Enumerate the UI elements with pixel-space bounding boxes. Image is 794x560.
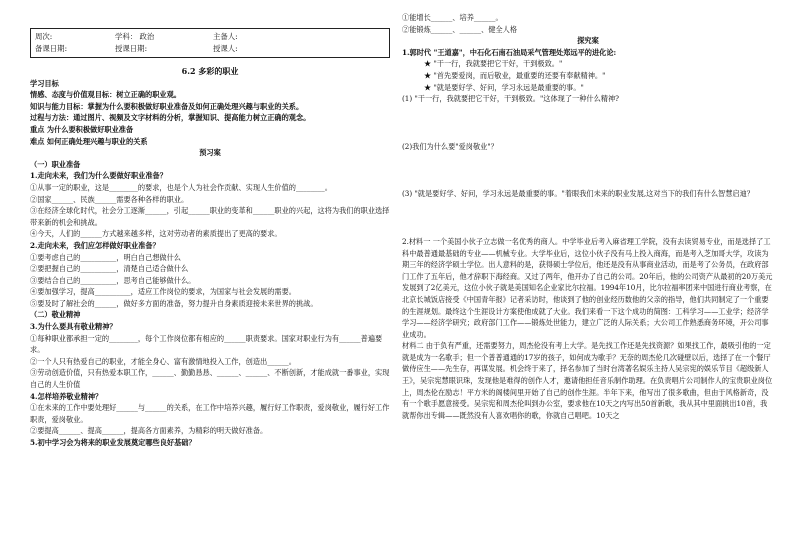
left-line: ③劳动创造价值，只有热爱本职工作，______、勤勤恳恳、______、______、不断创新，才能成就一番事业，实现自己的人生价值 <box>30 368 390 390</box>
quote-1: ★ "干一行，我就要把它干好，干到极致。" <box>424 59 563 69</box>
left-line: ⑤要及时了解社会的______，做好多方面的准备，努力提升自身素质迎接未来世界的挑战。 <box>30 298 318 308</box>
left-line: 2.走向未来，我们应怎样做好职业准备？ <box>30 240 160 250</box>
question-1-2: (2)我们为什么要"爱岗敬业"？ <box>402 141 498 151</box>
left-line: 情感、态度与价值观目标：树立正确的职业观。 <box>30 90 181 100</box>
fill-line: ①能增长______、培养______。 <box>402 13 503 22</box>
left-line: ①在未来的工作中要处理好______与______的关系，在工作中培养兴趣，履行好工作职责，爱岗敬业，履行好工作职责，爱岗敬业。 <box>30 403 390 424</box>
left-line: ①每种职业都承担一定的________，每个工作岗位都有相应的______职责要求。国家对职业行为有______普遍要求。 <box>30 333 383 355</box>
lesson-title: 6.2 多彩的职业 <box>181 66 239 76</box>
fill-line: ②能锻炼______、______、健全人格 <box>402 24 518 34</box>
quote-2: ★ "首先要爱岗，而后敬业，最重要的还要有奉献精神。" <box>424 70 606 80</box>
right-column <box>402 0 774 560</box>
left-line: ②要把握自己的__________，清楚自己适合做什么 <box>30 264 189 274</box>
left-line: （二）敬业精神 <box>30 310 81 320</box>
left-line: ④要加强学习，提高__________，适应工作岗位的要求，为国家与社会发展的需要。 <box>30 287 296 297</box>
question-1-1: (1) "干一行，我就要把它干好，干到极致。"这体现了一种什么精神? <box>402 94 619 104</box>
quote-3: ★ "就是要好学、好问，学习永远是最重要的事。" <box>424 82 584 92</box>
question-1: 1.郭时代 "王道嘉"，中石化石南石油局采气管理处郑远平的进化论: <box>402 47 617 57</box>
left-line: 重点 为什么要积极做好职业准备 <box>30 124 134 134</box>
left-line: 过程与方法：通过图片、视频及文字材料的分析，掌握知识、提高能力树立正确的观念。 <box>30 113 311 123</box>
left-line: ②要提高______、提高______，提高各方面素养，为精彩的明天做好准备。 <box>30 426 268 436</box>
left-line: ①从事一定的职业，这是________的要求，也是个人为社会作贡献、实现人生价值的________。 <box>30 182 332 192</box>
week-label: 周次: <box>35 32 53 41</box>
left-line: 难点 如何正确处理兴趣与职业的关系 <box>30 136 148 146</box>
left-line: ①要考虑自己的__________，明白自己想做什么 <box>30 252 181 262</box>
material-1: 2.材料一 一个美国小伙子立志做一名优秀的商人。中学毕业后考入麻省理工学院，没有去读贸易专业，而是选择了工科中最普通最基础的专业——机械专业。大学毕业后，这位小伙子没有马上投入商海，而是考入芝加哥大学，攻读为期三年的经济学硕士学位。出人意料的是，获得硕士学位后，他还是没有从事商业活动，而是考了公务员，在政府部门工作了五年后，他才辞职下海经商。又过了两年，他开办了自己的公司。20年后，他的公司资产从最初的20万美元发展到了2亿美元，这位小伙子就是美国知名企业家比尔拉福。1994年10月，比尔拉福率团来中国进行商业考察，在北京长城饭店接受《中国青年报》记者采访时，他谈到了他的创业经历数他的父亲的指导，他们共同制定了一个重要的生涯规划。最终这个生涯设计方案使他成就了大业。我们来看一下这个成功的简图：工科学习——工业学；经济学学习——经济学研究；政府部门工作——锻炼处世能力，建立广泛的人际关系；大公司工作熟悉商务环境，开公司事业成功。 <box>402 236 773 339</box>
left-column <box>30 0 390 560</box>
question-1-3: (3) "就是要好学、好问，学习永远是最重要的事。"着眼我们未来的职业发展,这对当下的我们有什么智慧启迪？ <box>402 189 754 199</box>
left-line: 学习目标 <box>30 78 59 88</box>
subject-label: 学科： 政治 <box>115 32 155 41</box>
left-line: ②国家______、民族______需要各种各样的职业。 <box>30 194 189 204</box>
left-line: ③在经济全球化时代，社会分工逐渐______，引起______职业的变革和______职业的兴起，这将为我们的职业选择带来新的机会和挑战。 <box>30 206 390 227</box>
left-line: 3.为什么要具有敬业精神？ <box>30 322 117 332</box>
left-line: 知识与能力目标：掌握为什么要积极做好职业准备及如何正确处理兴趣与职业的关系。 <box>30 101 304 111</box>
left-line: 预习案 <box>199 148 221 158</box>
header-row-1 <box>35 31 385 43</box>
left-body <box>30 78 390 449</box>
header-row-2 <box>35 43 385 55</box>
material-2: 材料二 由于负有严重，还需要努力，周杰伦没有考上大学。是先找工作还是先找资源？如果找工作，最吸引他的一定就是成为一名歌手；但一个普普通通的17岁的孩子，如何成为歌手？无奈的周杰伦几次碰壁以后，选择了在一个餐厅做侍应生——先生存，再谋发展。机会终于来了，择名参加了当时台湾著名娱乐主持人吴宗宪的娱乐节目《超级新人王》，吴宗宪慧眼识珠，发现他是难得的创作人才，邀请他担任音乐制作助理。在负责唱片公司制作人的宝贵职业岗位上，周杰伦在励志！平方米的阁楼间里开始了自己的创作生涯。半年下来，他写出了很多歌曲，但由于风格新奇，没有一个歌手愿意接受。吴宗宪和周杰伦叫到办公室，要求他在10天之内写出50首新歌，我从其中里面挑出10首，我就帮你出专辑——既然没有人喜欢唱你的歌，你就自己唱吧。10天之 <box>402 341 773 420</box>
left-line: 5.初中学习会为将来的职业发展奠定哪些良好基础？ <box>30 438 196 447</box>
teach-date-label: 授课日期: <box>115 44 148 53</box>
left-line: ④今天，人们的______方式越来越多样，这对劳动者的素质提出了更高的要求。 <box>30 229 282 239</box>
left-line: ②一个人只有热爱自己的职业，才能全身心、富有激情地投入工作，创造出______。 <box>30 356 296 366</box>
left-line: 4.怎样培养敬业精神？ <box>30 391 103 401</box>
left-line: ③要结合自己的__________，思考自己能够做什么。 <box>30 275 196 285</box>
left-line: 1.走向未来，我们为什么要做好职业准备？ <box>30 171 167 181</box>
preparer-label: 主备人: <box>213 32 238 41</box>
prep-date-label: 备课日期: <box>35 44 68 53</box>
section-title: 探究案 <box>577 36 599 46</box>
teacher-label: 授课人: <box>213 44 238 53</box>
left-line: （一）职业准备 <box>30 159 81 169</box>
header-table <box>30 28 390 58</box>
